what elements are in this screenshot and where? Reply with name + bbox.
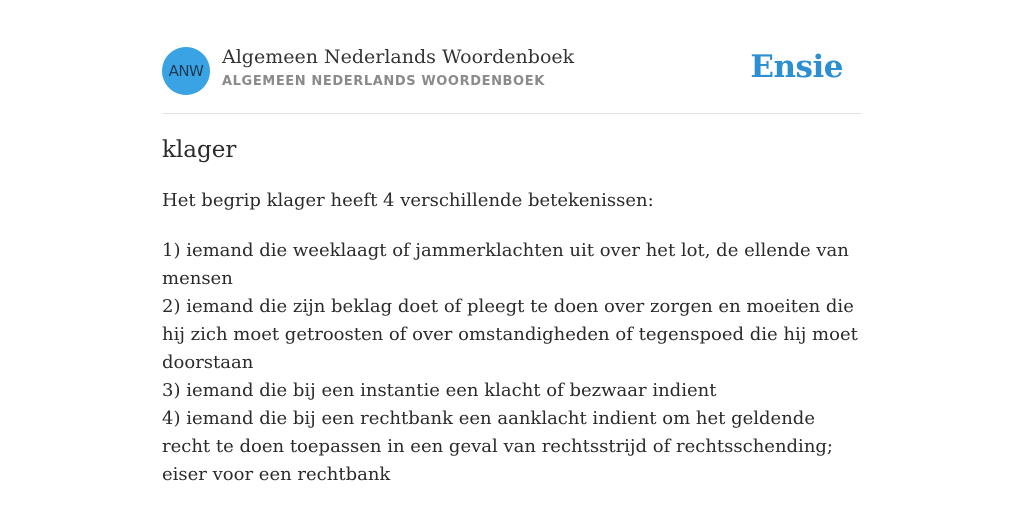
definition-item: 2) iemand die zijn beklag doet of pleegt te doen over zorgen en moeiten die hij zich moet getroosten of over omstandigheden of tegenspoed die hij moet doorstaan — [162, 296, 858, 373]
anw-logo[interactable] — [162, 47, 210, 95]
definition-list — [162, 237, 862, 489]
definition-item: 3) iemand die bij een instantie een klacht of bezwaar indient — [162, 380, 717, 401]
entry-headword: klager — [162, 137, 237, 163]
source-subtitle: ALGEMEEN NEDERLANDS WOORDENBOEK — [222, 74, 545, 89]
definition-item: 4) iemand die bij een rechtbank een aanklacht indient om het geldende recht te doen toepassen in een geval van rechtsstrijd of rechtsschending; eiser voor een rechtbank — [162, 408, 833, 485]
ensie-brand-logo[interactable]: Ensie — [750, 49, 843, 85]
source-header — [162, 40, 862, 114]
logo-text: ANW — [168, 62, 204, 80]
definition-item: 1) iemand die weeklaagt of jammerklachten uit over het lot, de ellende van mensen — [162, 240, 849, 289]
entry-intro: Het begrip klager heeft 4 verschillende betekenissen: — [162, 190, 654, 211]
source-title[interactable]: Algemeen Nederlands Woordenboek — [222, 46, 575, 68]
